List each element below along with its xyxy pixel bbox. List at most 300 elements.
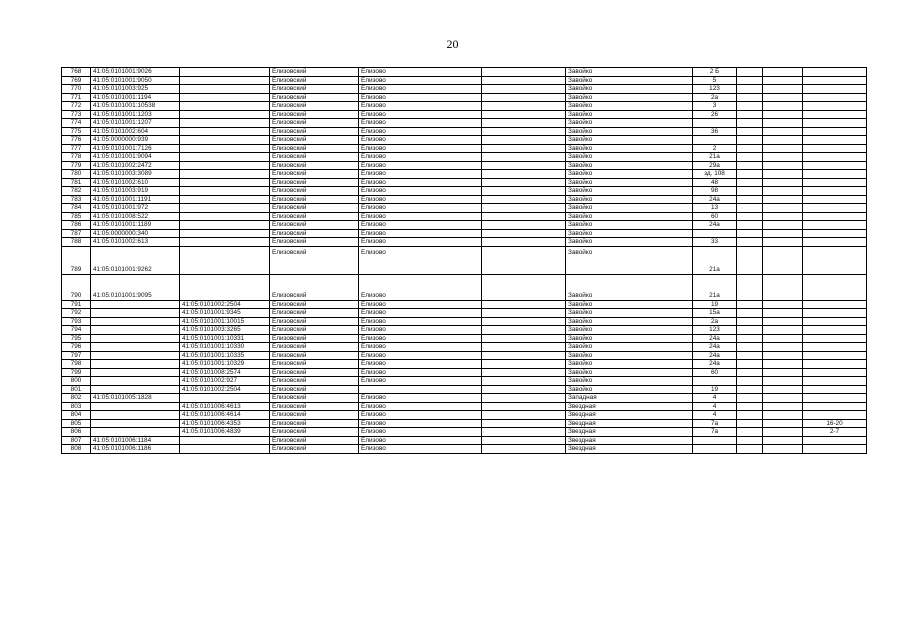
apartment-cell (803, 212, 867, 221)
house-number-cell: 60 (693, 368, 737, 377)
district-cell: Елизовский (270, 351, 359, 360)
district-cell: Елизовский (270, 300, 359, 309)
table-row (62, 68, 867, 77)
district-cell: Елизовский (270, 144, 359, 153)
cadastral-number-alt-cell (180, 102, 270, 111)
cadastral-number-cell: 41:05:0101002:2472 (91, 161, 180, 170)
cadastral-number-alt-cell (180, 127, 270, 136)
empty-cell (737, 110, 763, 119)
empty-cell (737, 428, 763, 437)
empty-cell (482, 221, 566, 230)
cadastral-number-cell (91, 385, 180, 394)
empty-cell (763, 402, 803, 411)
empty-cell (482, 368, 566, 377)
empty-cell (737, 161, 763, 170)
city-cell: Елизово (359, 419, 482, 428)
table-row (62, 93, 867, 102)
cadastral-number-alt-cell: 41:05:0101003:3265 (180, 326, 270, 335)
apartment-cell (803, 343, 867, 352)
table-row (62, 178, 867, 187)
empty-cell (482, 428, 566, 437)
street-cell: Завойко (566, 221, 693, 230)
cadastral-number-cell (91, 368, 180, 377)
apartment-cell (803, 178, 867, 187)
row-number-cell: 790 (62, 274, 91, 300)
table-row (62, 76, 867, 85)
street-cell: Завойко (566, 204, 693, 213)
cadastral-number-alt-cell (180, 144, 270, 153)
empty-cell (737, 274, 763, 300)
row-number-cell: 771 (62, 93, 91, 102)
empty-cell (763, 343, 803, 352)
city-cell: Елизово (359, 170, 482, 179)
empty-cell (763, 274, 803, 300)
cadastral-number-alt-cell (180, 76, 270, 85)
cadastral-number-cell: 41:05:0101001:9262 (91, 246, 180, 274)
house-number-cell: 4 (693, 394, 737, 403)
house-number-cell: 33 (693, 238, 737, 247)
city-cell: Елизово (359, 326, 482, 335)
row-number-cell: 800 (62, 377, 91, 386)
house-number-cell: 19 (693, 385, 737, 394)
empty-cell (763, 127, 803, 136)
empty-cell (482, 238, 566, 247)
empty-cell (737, 153, 763, 162)
district-cell: Елизовский (270, 343, 359, 352)
row-number-cell: 769 (62, 76, 91, 85)
district-cell: Елизовский (270, 161, 359, 170)
district-cell: Елизовский (270, 385, 359, 394)
empty-cell (737, 368, 763, 377)
house-number-cell: 21а (693, 246, 737, 274)
table-row (62, 351, 867, 360)
empty-cell (737, 127, 763, 136)
cadastral-number-cell: 41:05:0101001:7126 (91, 144, 180, 153)
cadastral-number-cell: 41:05:0101001:1191 (91, 195, 180, 204)
apartment-cell (803, 436, 867, 445)
empty-cell (763, 85, 803, 94)
city-cell: Елизово (359, 411, 482, 420)
cadastral-number-cell: 41:05:0101001:9094 (91, 153, 180, 162)
house-number-cell (693, 445, 737, 454)
house-number-cell: 36 (693, 127, 737, 136)
cadastral-number-cell (91, 317, 180, 326)
row-number-cell: 801 (62, 385, 91, 394)
cadastral-number-cell: 41:05:0101001:1194 (91, 93, 180, 102)
cadastral-number-alt-cell: 41:05:0101002:2504 (180, 300, 270, 309)
table-row (62, 402, 867, 411)
empty-cell (737, 394, 763, 403)
cadastral-number-alt-cell (180, 178, 270, 187)
cadastral-number-alt-cell (180, 221, 270, 230)
apartment-cell (803, 136, 867, 145)
cadastral-number-cell: 41:05:0101001:1189 (91, 221, 180, 230)
apartment-cell (803, 119, 867, 128)
street-cell: Завойко (566, 85, 693, 94)
row-number-cell: 784 (62, 204, 91, 213)
street-cell: Звездная (566, 428, 693, 437)
cadastral-number-alt-cell (180, 170, 270, 179)
row-number-cell: 796 (62, 343, 91, 352)
district-cell: Елизовский (270, 360, 359, 369)
district-cell: Елизовский (270, 127, 359, 136)
empty-cell (763, 170, 803, 179)
empty-cell (737, 377, 763, 386)
house-number-cell: 98 (693, 187, 737, 196)
city-cell (359, 385, 482, 394)
city-cell: Елизово (359, 110, 482, 119)
row-number-cell: 770 (62, 85, 91, 94)
row-number-cell: 788 (62, 238, 91, 247)
empty-cell (763, 110, 803, 119)
house-number-cell: 123 (693, 326, 737, 335)
apartment-cell (803, 161, 867, 170)
row-number-cell: 791 (62, 300, 91, 309)
table-row (62, 136, 867, 145)
street-cell: Завойко (566, 229, 693, 238)
cadastral-number-alt-cell: 41:05:0101006:4353 (180, 419, 270, 428)
empty-cell (737, 246, 763, 274)
cadastral-number-alt-cell (180, 153, 270, 162)
city-cell: Елизово (359, 360, 482, 369)
table-row (62, 300, 867, 309)
row-number-cell: 774 (62, 119, 91, 128)
cadastral-number-cell: 41:05:0000000:939 (91, 136, 180, 145)
cadastral-number-cell: 41:05:0101002:610 (91, 178, 180, 187)
apartment-cell (803, 93, 867, 102)
empty-cell (737, 221, 763, 230)
table-row (62, 411, 867, 420)
table-row (62, 144, 867, 153)
street-cell: Завойко (566, 246, 693, 274)
table-row (62, 153, 867, 162)
cadastral-number-cell: 41:05:0101003:3089 (91, 170, 180, 179)
empty-cell (737, 68, 763, 77)
cadastral-number-cell: 41:05:0101006:1186 (91, 445, 180, 454)
row-number-cell: 772 (62, 102, 91, 111)
street-cell: Завойко (566, 368, 693, 377)
empty-cell (482, 394, 566, 403)
apartment-cell (803, 411, 867, 420)
district-cell: Елизовский (270, 85, 359, 94)
empty-cell (763, 300, 803, 309)
city-cell: Елизово (359, 445, 482, 454)
apartment-cell (803, 309, 867, 318)
cadastral-number-cell (91, 411, 180, 420)
table-row (62, 229, 867, 238)
empty-cell (482, 274, 566, 300)
empty-cell (737, 195, 763, 204)
city-cell: Елизово (359, 195, 482, 204)
empty-cell (482, 326, 566, 335)
row-number-cell: 807 (62, 436, 91, 445)
city-cell: Елизово (359, 402, 482, 411)
district-cell: Елизовский (270, 119, 359, 128)
cadastral-number-cell (91, 309, 180, 318)
row-number-cell: 808 (62, 445, 91, 454)
cadastral-number-alt-cell (180, 238, 270, 247)
cadastral-number-alt-cell: 41:05:0101001:9345 (180, 309, 270, 318)
cadastral-number-cell (91, 419, 180, 428)
cadastral-number-alt-cell (180, 274, 270, 300)
table-row (62, 161, 867, 170)
apartment-cell (803, 300, 867, 309)
street-cell: Завойко (566, 343, 693, 352)
cadastral-number-cell: 41:05:0101001:9050 (91, 76, 180, 85)
empty-cell (763, 195, 803, 204)
empty-cell (482, 334, 566, 343)
district-cell: Елизовский (270, 411, 359, 420)
row-number-cell: 780 (62, 170, 91, 179)
cadastral-number-cell: 41:05:0101001:1203 (91, 110, 180, 119)
empty-cell (482, 68, 566, 77)
empty-cell (763, 102, 803, 111)
empty-cell (737, 187, 763, 196)
apartment-cell (803, 85, 867, 94)
cadastral-number-cell: 41:05:0101006:1184 (91, 436, 180, 445)
street-cell: Завойко (566, 136, 693, 145)
row-number-cell: 782 (62, 187, 91, 196)
district-cell: Елизовский (270, 334, 359, 343)
city-cell: Елизово (359, 377, 482, 386)
table-row (62, 360, 867, 369)
city-cell: Елизово (359, 317, 482, 326)
apartment-cell (803, 238, 867, 247)
row-number-cell: 776 (62, 136, 91, 145)
city-cell: Елизово (359, 368, 482, 377)
street-cell: Завойко (566, 351, 693, 360)
row-number-cell: 803 (62, 402, 91, 411)
cadastral-number-cell: 41:05:0101003:925 (91, 85, 180, 94)
cadastral-number-alt-cell (180, 119, 270, 128)
empty-cell (482, 195, 566, 204)
empty-cell (763, 76, 803, 85)
table-row (62, 221, 867, 230)
city-cell: Елизово (359, 85, 482, 94)
empty-cell (737, 144, 763, 153)
empty-cell (763, 136, 803, 145)
cadastral-number-alt-cell: 41:05:0101001:10331 (180, 334, 270, 343)
page-number: 20 (446, 37, 459, 51)
cadastral-number-alt-cell: 41:05:0101001:10015 (180, 317, 270, 326)
empty-cell (763, 411, 803, 420)
city-cell: Елизово (359, 119, 482, 128)
apartment-cell (803, 334, 867, 343)
street-cell: Завойко (566, 144, 693, 153)
cadastral-number-alt-cell: 41:05:0101001:10330 (180, 343, 270, 352)
district-cell: Елизовский (270, 187, 359, 196)
cadastral-number-cell: 41:05:0101001:1207 (91, 119, 180, 128)
table-row (62, 368, 867, 377)
house-number-cell: 24а (693, 221, 737, 230)
city-cell: Елизово (359, 238, 482, 247)
empty-cell (737, 93, 763, 102)
street-cell: Завойко (566, 178, 693, 187)
empty-cell (737, 229, 763, 238)
empty-cell (737, 136, 763, 145)
empty-cell (737, 334, 763, 343)
apartment-cell (803, 351, 867, 360)
empty-cell (737, 419, 763, 428)
cadastral-number-cell: 41:05:0101008:522 (91, 212, 180, 221)
district-cell: Елизовский (270, 136, 359, 145)
house-number-cell: 7а (693, 419, 737, 428)
cadastral-number-cell: 41:05:0000000:340 (91, 229, 180, 238)
street-cell: Завойко (566, 68, 693, 77)
empty-cell (482, 93, 566, 102)
cadastral-number-alt-cell (180, 436, 270, 445)
street-cell: Завойко (566, 360, 693, 369)
empty-cell (737, 309, 763, 318)
street-cell: Завойко (566, 187, 693, 196)
city-cell: Елизово (359, 428, 482, 437)
table-row (62, 385, 867, 394)
apartment-cell (803, 229, 867, 238)
empty-cell (482, 377, 566, 386)
city-cell: Елизово (359, 153, 482, 162)
house-number-cell: зд. 108 (693, 170, 737, 179)
empty-cell (482, 436, 566, 445)
cadastral-number-alt-cell: 41:05:0101006:4839 (180, 428, 270, 437)
apartment-cell (803, 204, 867, 213)
district-cell: Елизовский (270, 394, 359, 403)
empty-cell (737, 178, 763, 187)
empty-cell (737, 351, 763, 360)
empty-cell (763, 204, 803, 213)
row-number-cell: 797 (62, 351, 91, 360)
street-cell: Завойко (566, 334, 693, 343)
empty-cell (763, 161, 803, 170)
apartment-cell (803, 274, 867, 300)
district-cell: Елизовский (270, 204, 359, 213)
district-cell: Елизовский (270, 368, 359, 377)
district-cell: Елизовский (270, 212, 359, 221)
cadastral-number-alt-cell (180, 187, 270, 196)
cadastral-number-alt-cell: 41:05:0101002:2504 (180, 385, 270, 394)
table-row (62, 274, 867, 300)
street-cell: Завойко (566, 76, 693, 85)
cadastral-number-alt-cell (180, 136, 270, 145)
house-number-cell: 15а (693, 309, 737, 318)
house-number-cell: 2 (693, 144, 737, 153)
apartment-cell (803, 153, 867, 162)
street-cell: Завойко (566, 127, 693, 136)
table-row (62, 343, 867, 352)
table-row (62, 212, 867, 221)
city-cell: Елизово (359, 178, 482, 187)
empty-cell (737, 317, 763, 326)
house-number-cell: 24а (693, 334, 737, 343)
cadastral-number-alt-cell (180, 212, 270, 221)
district-cell: Елизовский (270, 377, 359, 386)
cadastral-number-alt-cell (180, 93, 270, 102)
table-row (62, 204, 867, 213)
street-cell: Завойко (566, 309, 693, 318)
empty-cell (737, 76, 763, 85)
cadastral-number-cell (91, 428, 180, 437)
empty-cell (737, 212, 763, 221)
district-cell: Елизовский (270, 153, 359, 162)
city-cell: Елизово (359, 144, 482, 153)
apartment-cell (803, 368, 867, 377)
street-cell: Завойко (566, 153, 693, 162)
cadastral-number-alt-cell: 41:05:0101006:4614 (180, 411, 270, 420)
table-row (62, 170, 867, 179)
city-cell: Елизово (359, 93, 482, 102)
apartment-cell (803, 170, 867, 179)
district-cell: Елизовский (270, 428, 359, 437)
row-number-cell: 794 (62, 326, 91, 335)
house-number-cell: 24а (693, 360, 737, 369)
empty-cell (482, 229, 566, 238)
empty-cell (763, 68, 803, 77)
empty-cell (737, 343, 763, 352)
apartment-cell (803, 326, 867, 335)
table-row (62, 436, 867, 445)
empty-cell (482, 300, 566, 309)
empty-cell (763, 229, 803, 238)
empty-cell (482, 76, 566, 85)
empty-cell (737, 402, 763, 411)
table-body (62, 68, 867, 454)
empty-cell (763, 360, 803, 369)
empty-cell (482, 411, 566, 420)
cadastral-number-cell (91, 351, 180, 360)
row-number-cell: 799 (62, 368, 91, 377)
city-cell: Елизово (359, 204, 482, 213)
empty-cell (763, 419, 803, 428)
district-cell: Елизовский (270, 317, 359, 326)
street-cell: Завойко (566, 170, 693, 179)
street-cell: Звездная (566, 411, 693, 420)
house-number-cell: 2а (693, 93, 737, 102)
house-number-cell: 19 (693, 300, 737, 309)
cadastral-number-alt-cell: 41:05:0101001:10329 (180, 360, 270, 369)
empty-cell (763, 178, 803, 187)
city-cell: Елизово (359, 136, 482, 145)
cadastral-number-cell (91, 402, 180, 411)
city-cell: Елизово (359, 229, 482, 238)
table-row (62, 246, 867, 274)
house-number-cell (693, 377, 737, 386)
district-cell: Елизовский (270, 238, 359, 247)
street-cell: Завойко (566, 212, 693, 221)
empty-cell (763, 368, 803, 377)
street-cell: Завойко (566, 119, 693, 128)
street-cell: Завойко (566, 238, 693, 247)
house-number-cell: 7а (693, 428, 737, 437)
house-number-cell: 4 (693, 402, 737, 411)
city-cell: Елизово (359, 76, 482, 85)
empty-cell (482, 85, 566, 94)
empty-cell (737, 326, 763, 335)
house-number-cell: 3 (693, 102, 737, 111)
apartment-cell (803, 394, 867, 403)
row-number-cell: 781 (62, 178, 91, 187)
house-number-cell: 2а (693, 317, 737, 326)
cadastral-number-alt-cell: 41:05:0101002:927 (180, 377, 270, 386)
district-cell: Елизовский (270, 229, 359, 238)
district-cell: Елизовский (270, 419, 359, 428)
cadastral-number-alt-cell (180, 229, 270, 238)
cadastral-number-alt-cell (180, 445, 270, 454)
district-cell: Елизовский (270, 445, 359, 454)
house-number-cell: 29а (693, 161, 737, 170)
cadastral-number-cell (91, 377, 180, 386)
apartment-cell: 2-7 (803, 428, 867, 437)
empty-cell (737, 204, 763, 213)
cadastral-number-cell: 41:05:0101005:1828 (91, 394, 180, 403)
